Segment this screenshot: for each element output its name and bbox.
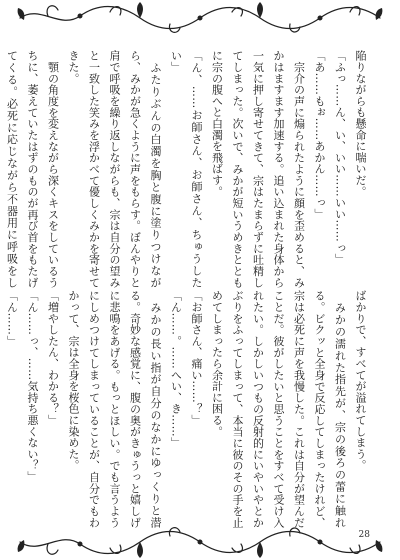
bottom-floral-border-icon bbox=[0, 520, 400, 560]
top-floral-border-icon bbox=[0, 0, 400, 40]
page-number: 28 bbox=[358, 530, 370, 540]
upper-text-block: 陥りながらも懸命に喘いだ。 「ふっ……ん、い、いい……いい……っ」 「あ……もぉ……あかん……っ」 宗介の声に煽られたように顔を歪めると、みかはますます加速する。追い込まれた身体から一気に押し寄せてきて、宗はたまらずに吐精してしまった。次いで、みかが短いうめきとともに宗の腹へと白濁を飛ばす。 「ん、……お師さん、お師さん、ちゅうしたい」 ふたりぶんの白濁を胸と腹に塗りつけながら、みかが急くように声をもらす。ぼんやりと肩で呼吸を繰り返しながらも、宗は自分の望みと一致した笑みを浮かべて優しくみかを寄せてきた。 顎の角度を変えながら深くキスをしているうちに、萎えていたはずのものが再び首をもたげてくる。必死に応じながら不器用に呼吸をし bbox=[5, 50, 367, 288]
lower-text-block: ばかりで、すべてが溢れてしまう。 みかの濡れた指先が、宗の後ろの蕾に触れる。ビクッと全身で反応してしまったけれど、宗は必死に声を我慢した。これは自分が望んだことだ。彼がしたいと思うことをすべて受け入れたい。しかしいつもの反射的にいやいやとかぶりをふってしまって、本当に彼のその手を止めてしまったら余計に困る。 「お師さん、痛い……？」 「ん……。……へい、き……」 みかの長い指が自分のなかにゆっくりと潜る。奇妙な感覚に、腹の奥がきゅうっと嬉しげに悲鳴をあげる。もっとほしい。でも言うようにしめつけてしまっていることが、自分でもわかって、宗は全身を桜色に染めた。 「増やしたん、わかる？」 「ん……っ、……気持ち悪くない？」 「ん……」 bbox=[5, 290, 367, 528]
